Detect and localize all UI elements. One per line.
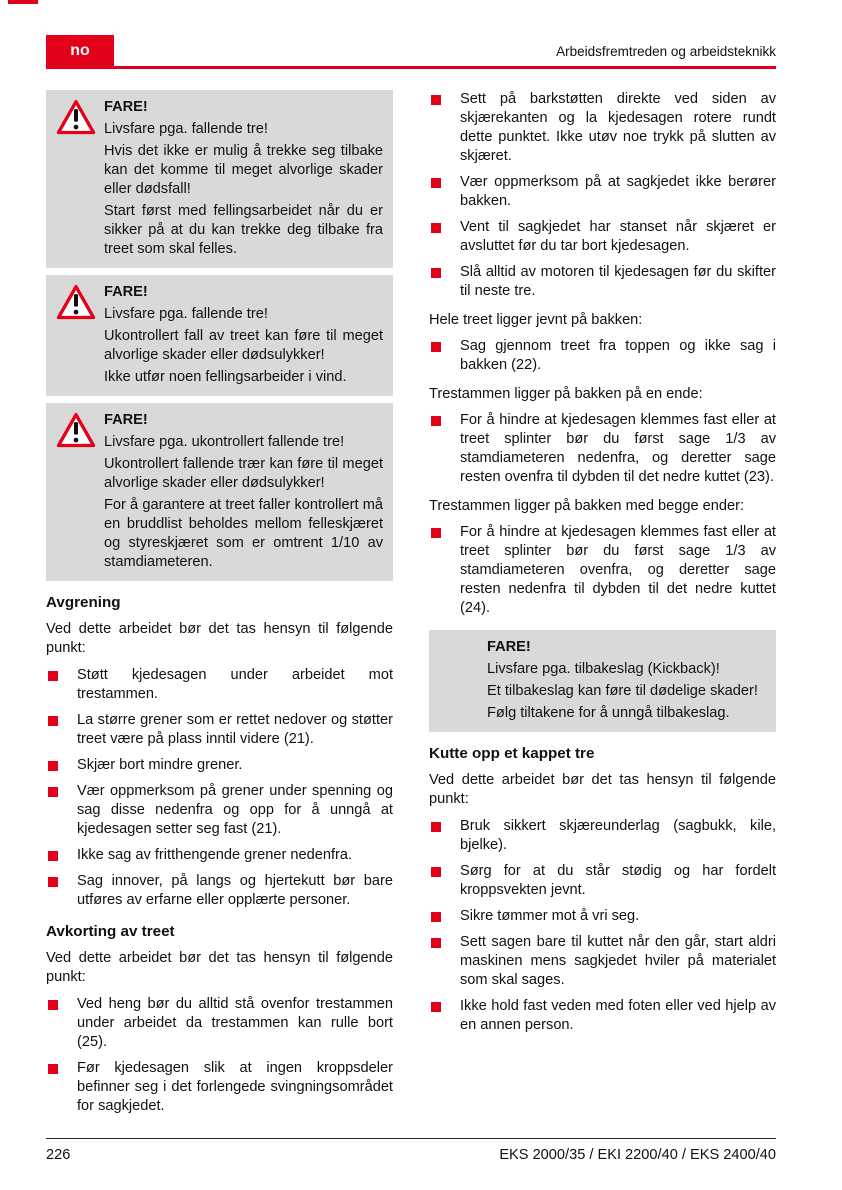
red-square-bullet-icon	[431, 938, 441, 948]
language-badge: no	[46, 35, 114, 66]
red-square-bullet-icon	[431, 822, 441, 832]
danger-text: Start først med fellingsarbeidet når du er sikker på at du kan trekke deg tilbake fra treet som skal felles.	[104, 203, 383, 257]
red-square-bullet-icon	[431, 416, 441, 426]
page-number: 226	[46, 1147, 71, 1163]
list-item	[46, 846, 393, 865]
bullet-text: Støtt kjedesagen under arbeidet mot trestammen.	[77, 667, 393, 702]
red-square-bullet-icon	[48, 787, 58, 797]
list-item	[429, 933, 776, 990]
lead-text: Trestammen ligger på bakken på en ende:	[429, 386, 703, 402]
bullet-text: La større grener som er rettet nedover og støtter treet være på plass inntil videre (21).	[77, 712, 393, 747]
list-item	[429, 411, 776, 487]
danger-title: FARE!	[104, 284, 148, 300]
bullet-text: Sørg for at du står stødig og har fordelt kroppsvekten jevnt.	[460, 863, 776, 898]
danger-text: Hvis det ikke er mulig å trekke seg tilbake kan det komme til meget alvorlige skader eller dødsfall!	[104, 143, 383, 197]
header-title: Arbeidsfremtreden og arbeidsteknikk	[556, 44, 776, 59]
red-square-bullet-icon	[48, 716, 58, 726]
warning-triangle-icon	[56, 284, 96, 327]
section-heading-avkorting: Avkorting av treet	[46, 923, 175, 940]
list-item	[429, 173, 776, 211]
red-square-bullet-icon	[48, 761, 58, 771]
bullet-text: Sag innover, på langs og hjertekutt bør bare utføres av erfarne eller opplærte personer.	[77, 873, 393, 908]
list-item	[429, 997, 776, 1035]
danger-title: FARE!	[104, 412, 148, 428]
bullet-text: Sett sagen bare til kuttet når den går, start aldri maskinen mens sagkjedet hviler på materialet som skal sages.	[460, 934, 776, 988]
red-square-bullet-icon	[431, 268, 441, 278]
red-square-bullet-icon	[48, 1064, 58, 1074]
list-item	[46, 782, 393, 839]
red-square-bullet-icon	[48, 877, 58, 887]
list-item	[46, 1059, 393, 1116]
list-item	[429, 218, 776, 256]
bullet-text: Ikke sag av fritthengende grener nedenfra.	[77, 847, 353, 863]
bullet-text: Sag gjennom treet fra toppen og ikke sag i bakken (22).	[460, 338, 776, 373]
print-crop-mark	[8, 0, 38, 4]
danger-title: FARE!	[487, 639, 531, 655]
danger-text: Et tilbakeslag kan føre til dødelige skader!	[487, 683, 758, 699]
list-item	[429, 523, 776, 618]
bullet-text: Før kjedesagen slik at ingen kroppsdeler befinner seg i det forlengede svingningsområdet for sagkjedet.	[77, 1060, 393, 1114]
lead-text: Hele treet ligger jevnt på bakken:	[429, 312, 643, 328]
warning-triangle-icon	[56, 99, 96, 142]
red-square-bullet-icon	[431, 95, 441, 105]
bullet-text: Sikre tømmer mot å vri seg.	[460, 908, 640, 924]
red-square-bullet-icon	[431, 178, 441, 188]
danger-text: Livsfare pga. fallende tre!	[104, 306, 268, 322]
list-item	[429, 862, 776, 900]
list-item	[46, 756, 393, 775]
danger-text: Ikke utfør noen fellingsarbeider i vind.	[104, 369, 347, 385]
warning-triangle-icon	[56, 412, 96, 455]
danger-text: Følg tiltakene for å unngå tilbakeslag.	[487, 705, 730, 721]
footer-models: EKS 2000/35 / EKI 2200/40 / EKS 2400/40	[499, 1147, 776, 1163]
bullet-text: Ikke hold fast veden med foten eller ved hjelp av en annen person.	[460, 998, 776, 1033]
list-item	[429, 90, 776, 166]
list-item	[46, 711, 393, 749]
left-column	[46, 90, 393, 1123]
list-item	[429, 817, 776, 855]
danger-title: FARE!	[104, 99, 148, 115]
list-item	[46, 666, 393, 704]
red-square-bullet-icon	[48, 671, 58, 681]
page-header	[46, 36, 776, 69]
intro-text: Ved dette arbeidet bør det tas hensyn til følgende punkt:	[429, 772, 776, 807]
danger-text: Livsfare pga. ukontrollert fallende tre!	[104, 434, 345, 450]
page-footer	[46, 1138, 776, 1165]
red-square-bullet-icon	[431, 528, 441, 538]
list-item	[46, 995, 393, 1052]
danger-text: For å garantere at treet faller kontrollert må en bruddlist beholdes mellom felleskjæret og styreskjæret som er omtrent 1/10 av stamdiameteren.	[104, 497, 383, 570]
intro-text: Ved dette arbeidet bør det tas hensyn til følgende punkt:	[46, 621, 393, 656]
lead-text: Trestammen ligger på bakken med begge ender:	[429, 498, 745, 514]
danger-box	[429, 630, 776, 732]
danger-box	[46, 275, 393, 396]
bullet-text: Vent til sagkjedet har stanset når skjæret er avsluttet før du tar bort kjedesagen.	[460, 219, 776, 254]
section-heading-kutte: Kutte opp et kappet tre	[429, 745, 595, 762]
section-heading-avgrening: Avgrening	[46, 594, 121, 611]
bullet-text: For å hindre at kjedesagen klemmes fast eller at treet splinter bør du først sage 1/3 av stamdiameteren nedenfra, og deretter sage resten ovenfra til dybden til det nedre kuttet (23).	[460, 412, 776, 485]
page-body	[46, 90, 776, 1123]
bullet-text: Slå alltid av motoren til kjedesagen før du skifter til neste tre.	[460, 264, 776, 299]
danger-text: Ukontrollert fallende trær kan føre til meget alvorlige skader eller dødsulykker!	[104, 456, 383, 491]
bullet-text: Vær oppmerksom på at sagkjedet ikke berører bakken.	[460, 174, 776, 209]
red-square-bullet-icon	[48, 1000, 58, 1010]
list-item	[46, 872, 393, 910]
bullet-text: Skjær bort mindre grener.	[77, 757, 243, 773]
list-item	[429, 337, 776, 375]
bullet-text: Ved heng bør du alltid stå ovenfor trestammen under arbeidet da trestammen kan rulle bort (25).	[77, 996, 393, 1050]
danger-text: Livsfare pga. fallende tre!	[104, 121, 268, 137]
bullet-text: Vær oppmerksom på grener under spenning og sag disse nedenfra og opp for å unngå at kjedesagen setter seg fast (21).	[77, 783, 393, 837]
danger-box	[46, 90, 393, 268]
red-square-bullet-icon	[48, 851, 58, 861]
red-square-bullet-icon	[431, 1002, 441, 1012]
danger-text: Livsfare pga. tilbakeslag (Kickback)!	[487, 661, 720, 677]
bullet-text: For å hindre at kjedesagen klemmes fast eller at treet splinter bør du først sage 1/3 av stamdiameteren ovenfra, og deretter sage resten nedenfra til dybden til det nedre kuttet (24).	[460, 524, 776, 616]
danger-box	[46, 403, 393, 581]
intro-text: Ved dette arbeidet bør det tas hensyn til følgende punkt:	[46, 950, 393, 985]
list-item	[429, 907, 776, 926]
bullet-text: Sett på barkstøtten direkte ved siden av skjærekanten og la kjedesagen rotere rundt dette punktet. Ikke utøv noe trykk på slutten av skjæret.	[460, 91, 776, 164]
red-square-bullet-icon	[431, 223, 441, 233]
red-square-bullet-icon	[431, 912, 441, 922]
right-column	[429, 90, 776, 1123]
red-square-bullet-icon	[431, 867, 441, 877]
bullet-text: Bruk sikkert skjæreunderlag (sagbukk, kile, bjelke).	[460, 818, 776, 853]
red-square-bullet-icon	[431, 342, 441, 352]
danger-text: Ukontrollert fall av treet kan føre til meget alvorlige skader eller dødsulykker!	[104, 328, 383, 363]
list-item	[429, 263, 776, 301]
